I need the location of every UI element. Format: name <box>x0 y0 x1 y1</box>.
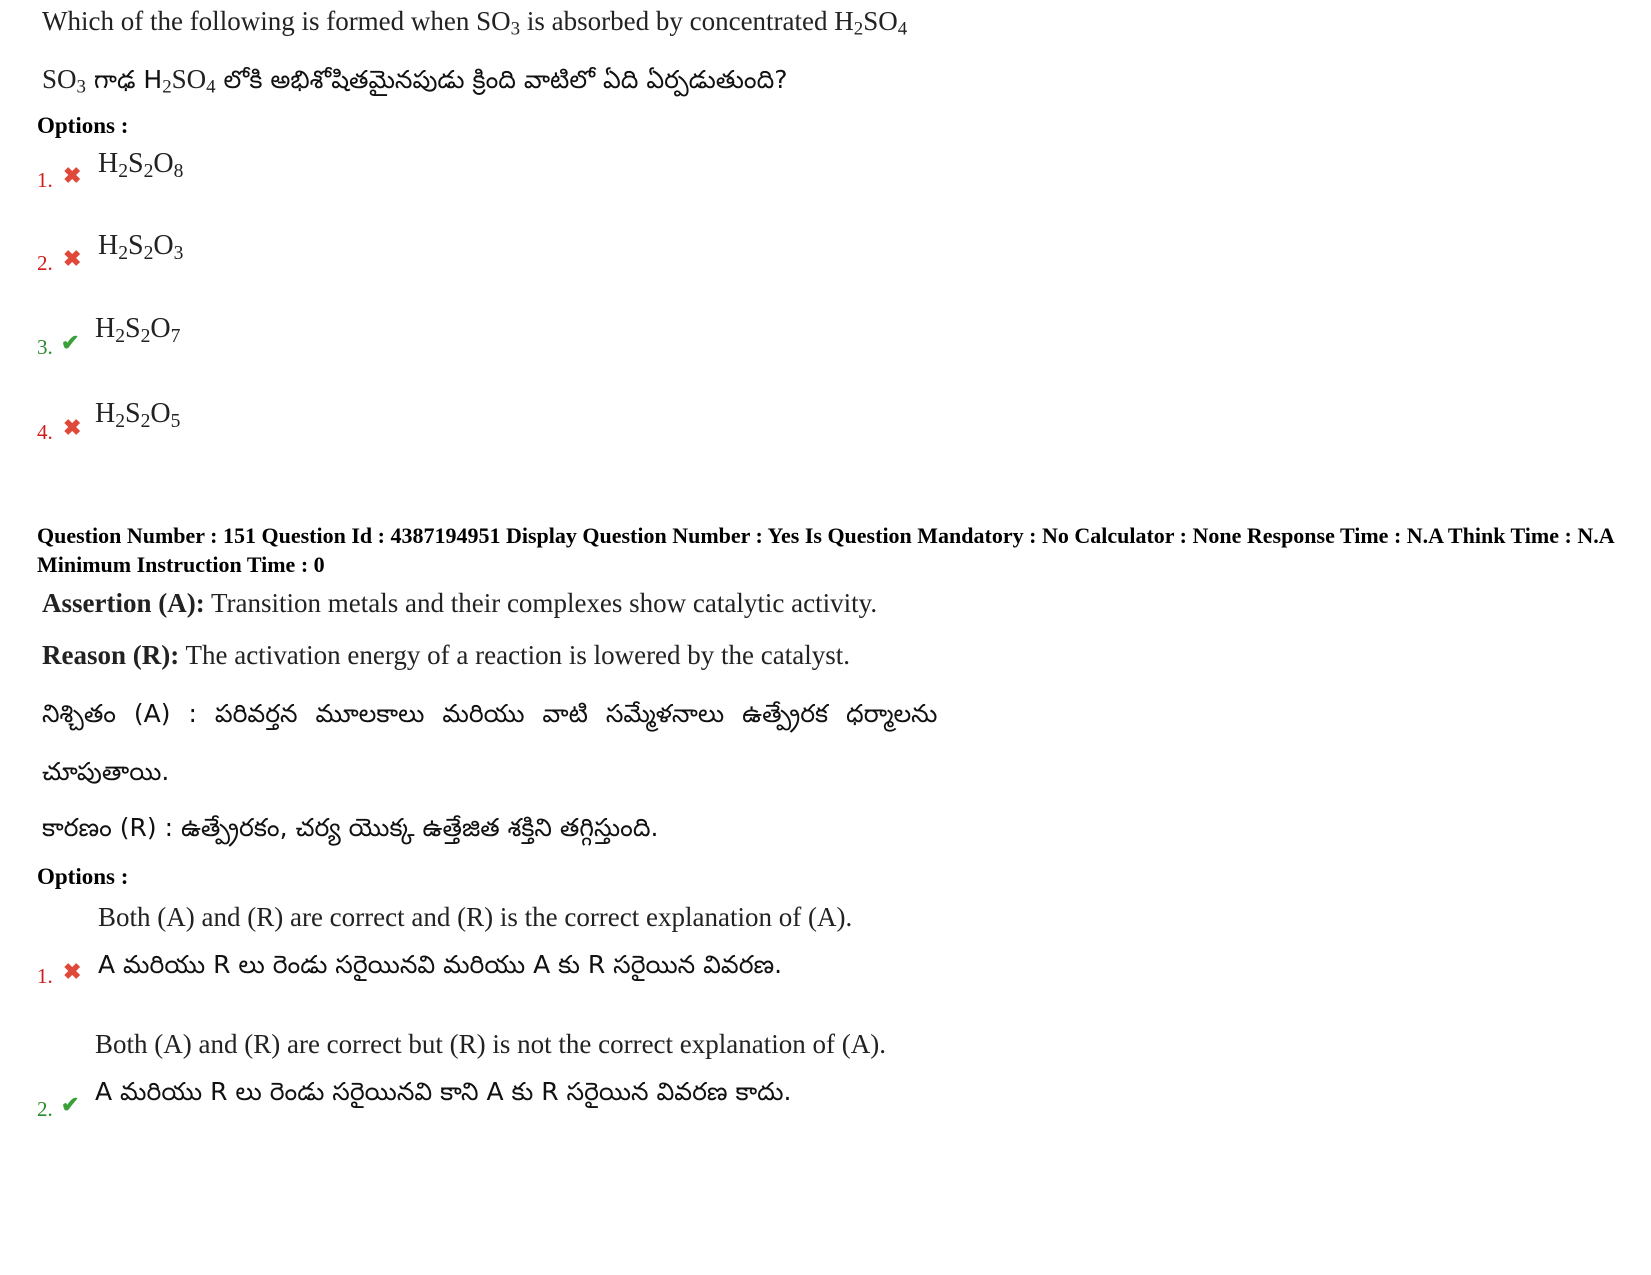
formula-part: H <box>95 313 116 344</box>
option-number: 2. <box>37 251 53 275</box>
option-text-english: Both (A) and (R) are correct but (R) is not the correct explanation of (A). <box>95 1029 886 1059</box>
reason-line <box>42 640 850 671</box>
question-text-part: SO <box>863 6 898 36</box>
formula-part: S <box>125 398 141 429</box>
option-number: 3. <box>37 335 53 359</box>
option-number: 4. <box>37 420 53 444</box>
wrong-mark-icon: ✖ <box>63 415 82 440</box>
formula-part: O <box>153 148 174 179</box>
subscript: 2 <box>143 242 154 264</box>
option-formula <box>95 398 180 433</box>
formula-part: O <box>153 230 174 261</box>
option-formula <box>95 313 180 348</box>
wrong-mark-icon: ✖ <box>63 246 82 271</box>
wrong-mark-icon: ✖ <box>63 163 82 188</box>
subscript: 2 <box>162 76 172 98</box>
formula-part: O <box>150 398 171 429</box>
check-mark-icon: ✔ <box>61 1092 80 1117</box>
option-text-english: Both (A) and (R) are correct and (R) is the correct explanation of (A). <box>98 902 853 932</box>
option-formula <box>98 148 183 183</box>
question-meta: Question Number : 151 Question Id : 4387194951 Display Question Number : Yes Is Question Mandatory : No Calculator : None Response Time : N.A Think Time : N.A Minimum Instruction Time : 0 <box>37 523 1614 577</box>
subscript: 2 <box>140 325 151 347</box>
subscript: 3 <box>173 242 184 264</box>
assertion-text: Transition metals and their complexes show catalytic activity. <box>204 588 878 618</box>
subscript: 2 <box>118 160 129 182</box>
formula-part: S <box>125 313 141 344</box>
subscript: 2 <box>143 160 154 182</box>
subscript: 2 <box>115 325 126 347</box>
formula-part: H <box>98 148 119 179</box>
check-mark-icon: ✔ <box>61 330 80 355</box>
question-text-part: గాఢ H <box>85 65 163 94</box>
options-label: Options : <box>37 864 129 889</box>
subscript: 3 <box>510 18 521 40</box>
subscript: 4 <box>206 76 216 98</box>
formula-part: S <box>128 148 144 179</box>
subscript: 7 <box>170 325 181 347</box>
subscript: 3 <box>76 76 86 98</box>
formula-part: H <box>95 398 116 429</box>
assertion-label: Assertion (A): <box>42 588 205 618</box>
telugu-assertion-line1: నిశ్చితం (A) : పరివర్తన మూలకాలు మరియు వాటి సమ్మేళనాలు ఉత్ప్రేరక ధర్మాలను <box>42 699 938 728</box>
telugu-reason: కారణం (R) : ఉత్ప్రేరకం, చర్య యొక్క ఉత్తేజిత శక్తిని తగ్గిస్తుంది. <box>42 813 659 842</box>
options-label: Options : <box>37 113 129 138</box>
question-text-part: Which of the following is formed when SO <box>42 6 511 36</box>
option-formula <box>98 230 183 265</box>
question-text-part: is absorbed by concentrated H <box>520 6 854 36</box>
subscript: 2 <box>115 410 126 432</box>
option-number: 2. <box>37 1097 53 1121</box>
subscript: 2 <box>140 410 151 432</box>
telugu-assertion-line2: చూపుతాయి. <box>42 757 170 786</box>
option-row[interactable] <box>37 313 337 363</box>
subscript: 4 <box>897 18 908 40</box>
option-number: 1. <box>37 964 53 988</box>
question-text-telugu <box>42 64 788 101</box>
question-text-part: SO <box>42 64 77 94</box>
assertion-line <box>42 588 877 619</box>
option-row[interactable] <box>37 230 337 280</box>
subscript: 2 <box>118 242 129 264</box>
formula-part: S <box>128 230 144 261</box>
subscript: 2 <box>853 18 864 40</box>
option-text-telugu: A మరియు R లు రెండు సరైయినవి కాని A కు R సరైయిన వివరణ కాదు. <box>95 1077 792 1106</box>
subscript: 8 <box>173 160 184 182</box>
formula-part: H <box>98 230 119 261</box>
wrong-mark-icon: ✖ <box>63 959 82 984</box>
option-row[interactable] <box>37 1025 1037 1125</box>
reason-label: Reason (R): <box>42 640 180 670</box>
option-row[interactable] <box>37 148 337 198</box>
question-text-part: SO <box>171 64 207 94</box>
option-text-telugu: A మరియు R లు రెండు సరైయినవి మరియు A కు R సరైయిన వివరణ. <box>98 950 783 979</box>
question-text-part: లోకి అభిశోషితమైనపుడు క్రింది వాటిలో ఏది ఏర్పడుతుంది? <box>215 65 788 94</box>
question-text-english <box>42 6 907 41</box>
formula-part: O <box>150 313 171 344</box>
option-number: 1. <box>37 168 53 192</box>
reason-text: The activation energy of a reaction is lowered by the catalyst. <box>179 640 850 670</box>
subscript: 5 <box>170 410 181 432</box>
option-row[interactable] <box>37 898 1037 998</box>
option-row[interactable] <box>37 398 337 448</box>
